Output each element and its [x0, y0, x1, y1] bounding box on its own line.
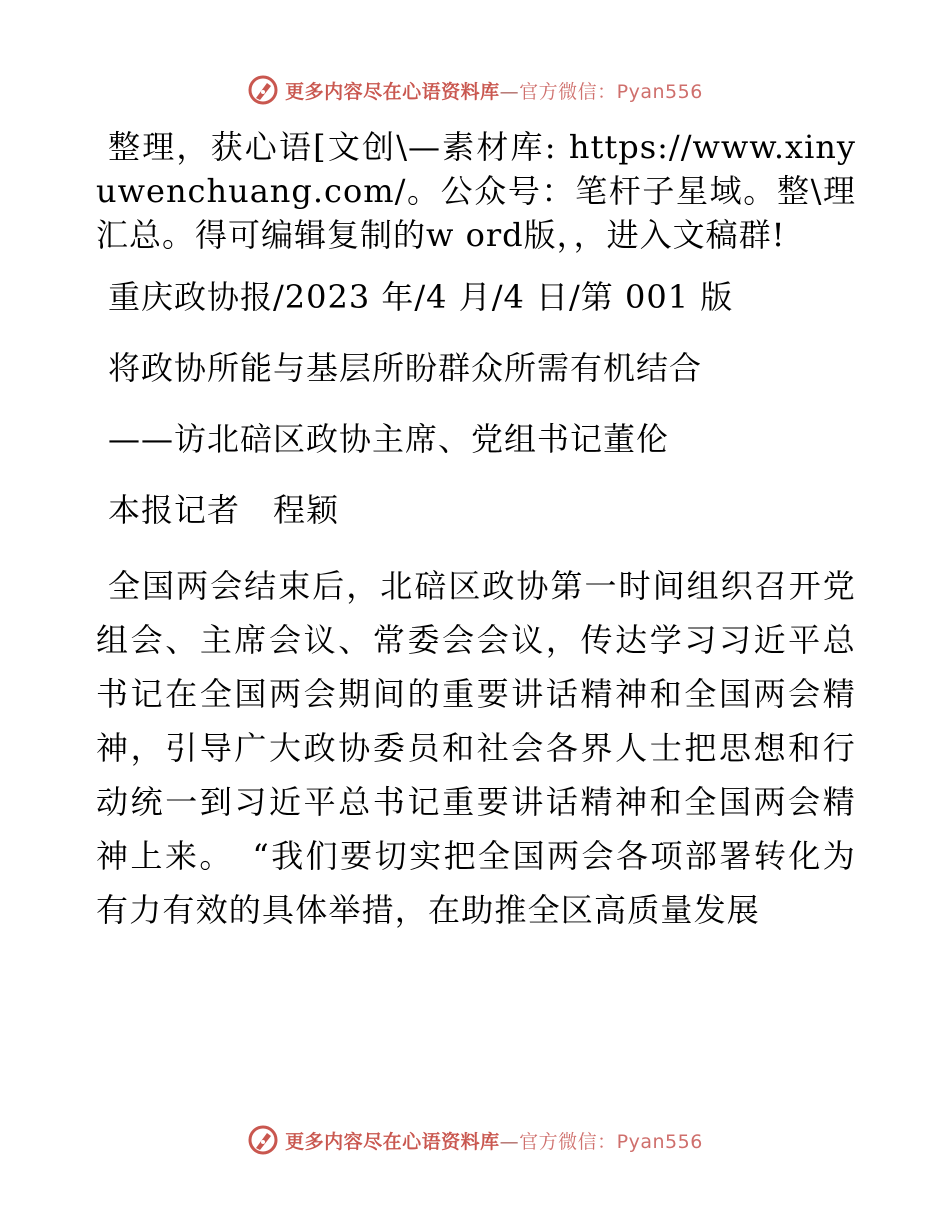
- banner-wechat: 官方微信：Pyan556: [519, 80, 703, 103]
- document-body: [96, 125, 856, 937]
- banner-dash: —: [499, 1130, 520, 1153]
- article-title: 将政协所能与基层所盼群众所需有机结合: [108, 349, 703, 387]
- banner-brand: 更多内容尽在心语资料库: [285, 1130, 500, 1153]
- footer-banner: [0, 1120, 950, 1160]
- byline: 本报记者 程颖: [108, 491, 340, 529]
- banner-text: [285, 1127, 703, 1154]
- pen-nib-logo-icon: [247, 74, 279, 106]
- banner-brand: 更多内容尽在心语资料库: [285, 80, 500, 103]
- banner-wechat: 官方微信：Pyan556: [519, 1130, 703, 1153]
- header-banner: [0, 70, 950, 110]
- body-paragraph: 全国两会结束后，北碚区政协第一时间组织召开党组会、主席会议、常委会会议，传达学习习近平总书记在全国两会期间的重要讲话精神和全国两会精神，引导广大政协委员和社会各界人士把思想和行动统一到习近平总书记重要讲话精神和全国两会精神上来。 “我们要切实把全国两会各项部署转化为有力有效的具体举措，在助推全区高质量发展: [96, 567, 856, 929]
- article-subtitle: ——访北碚区政协主席、党组书记董伦: [108, 420, 670, 458]
- banner-text: [285, 77, 703, 104]
- banner-dash: —: [499, 80, 520, 103]
- intro-paragraph: 整理，获心语[文创\—素材库: https://www.xinyuwenchuang.com/。公众号：笔杆子星域。整\理汇总。得可编辑复制的w ord版，，进入文稿群!: [96, 128, 856, 254]
- source-line: 重庆政协报/2023 年/4 月/4 日/第 001 版: [108, 278, 734, 316]
- pen-nib-logo-icon: [247, 1124, 279, 1156]
